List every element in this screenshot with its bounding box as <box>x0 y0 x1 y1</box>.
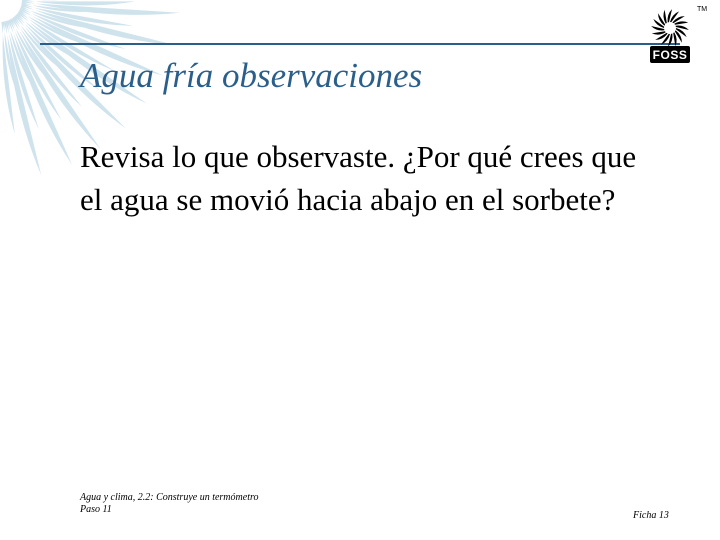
trademark-symbol: TM <box>697 6 708 13</box>
slide-body-text: Revisa lo que observaste. ¿Por qué crees que el agua se movió hacia abajo en el sorbete? <box>80 139 637 217</box>
logo-ray <box>652 31 666 34</box>
logo-ray <box>663 10 666 24</box>
title-rule <box>40 43 680 45</box>
sunburst-ray <box>22 0 135 5</box>
footer-source-line1: Agua y clima, 2.2: Construye un termómetro <box>80 492 259 503</box>
slide-title: Agua fría observaciones <box>80 56 423 95</box>
footer-source-line2: Paso 11 <box>80 504 112 515</box>
foss-logo-text: FOSS <box>652 48 688 62</box>
logo-ray <box>673 32 676 46</box>
footer-source <box>80 492 259 516</box>
slide-number: Ficha 13 <box>633 510 669 521</box>
logo-ray <box>674 21 688 24</box>
